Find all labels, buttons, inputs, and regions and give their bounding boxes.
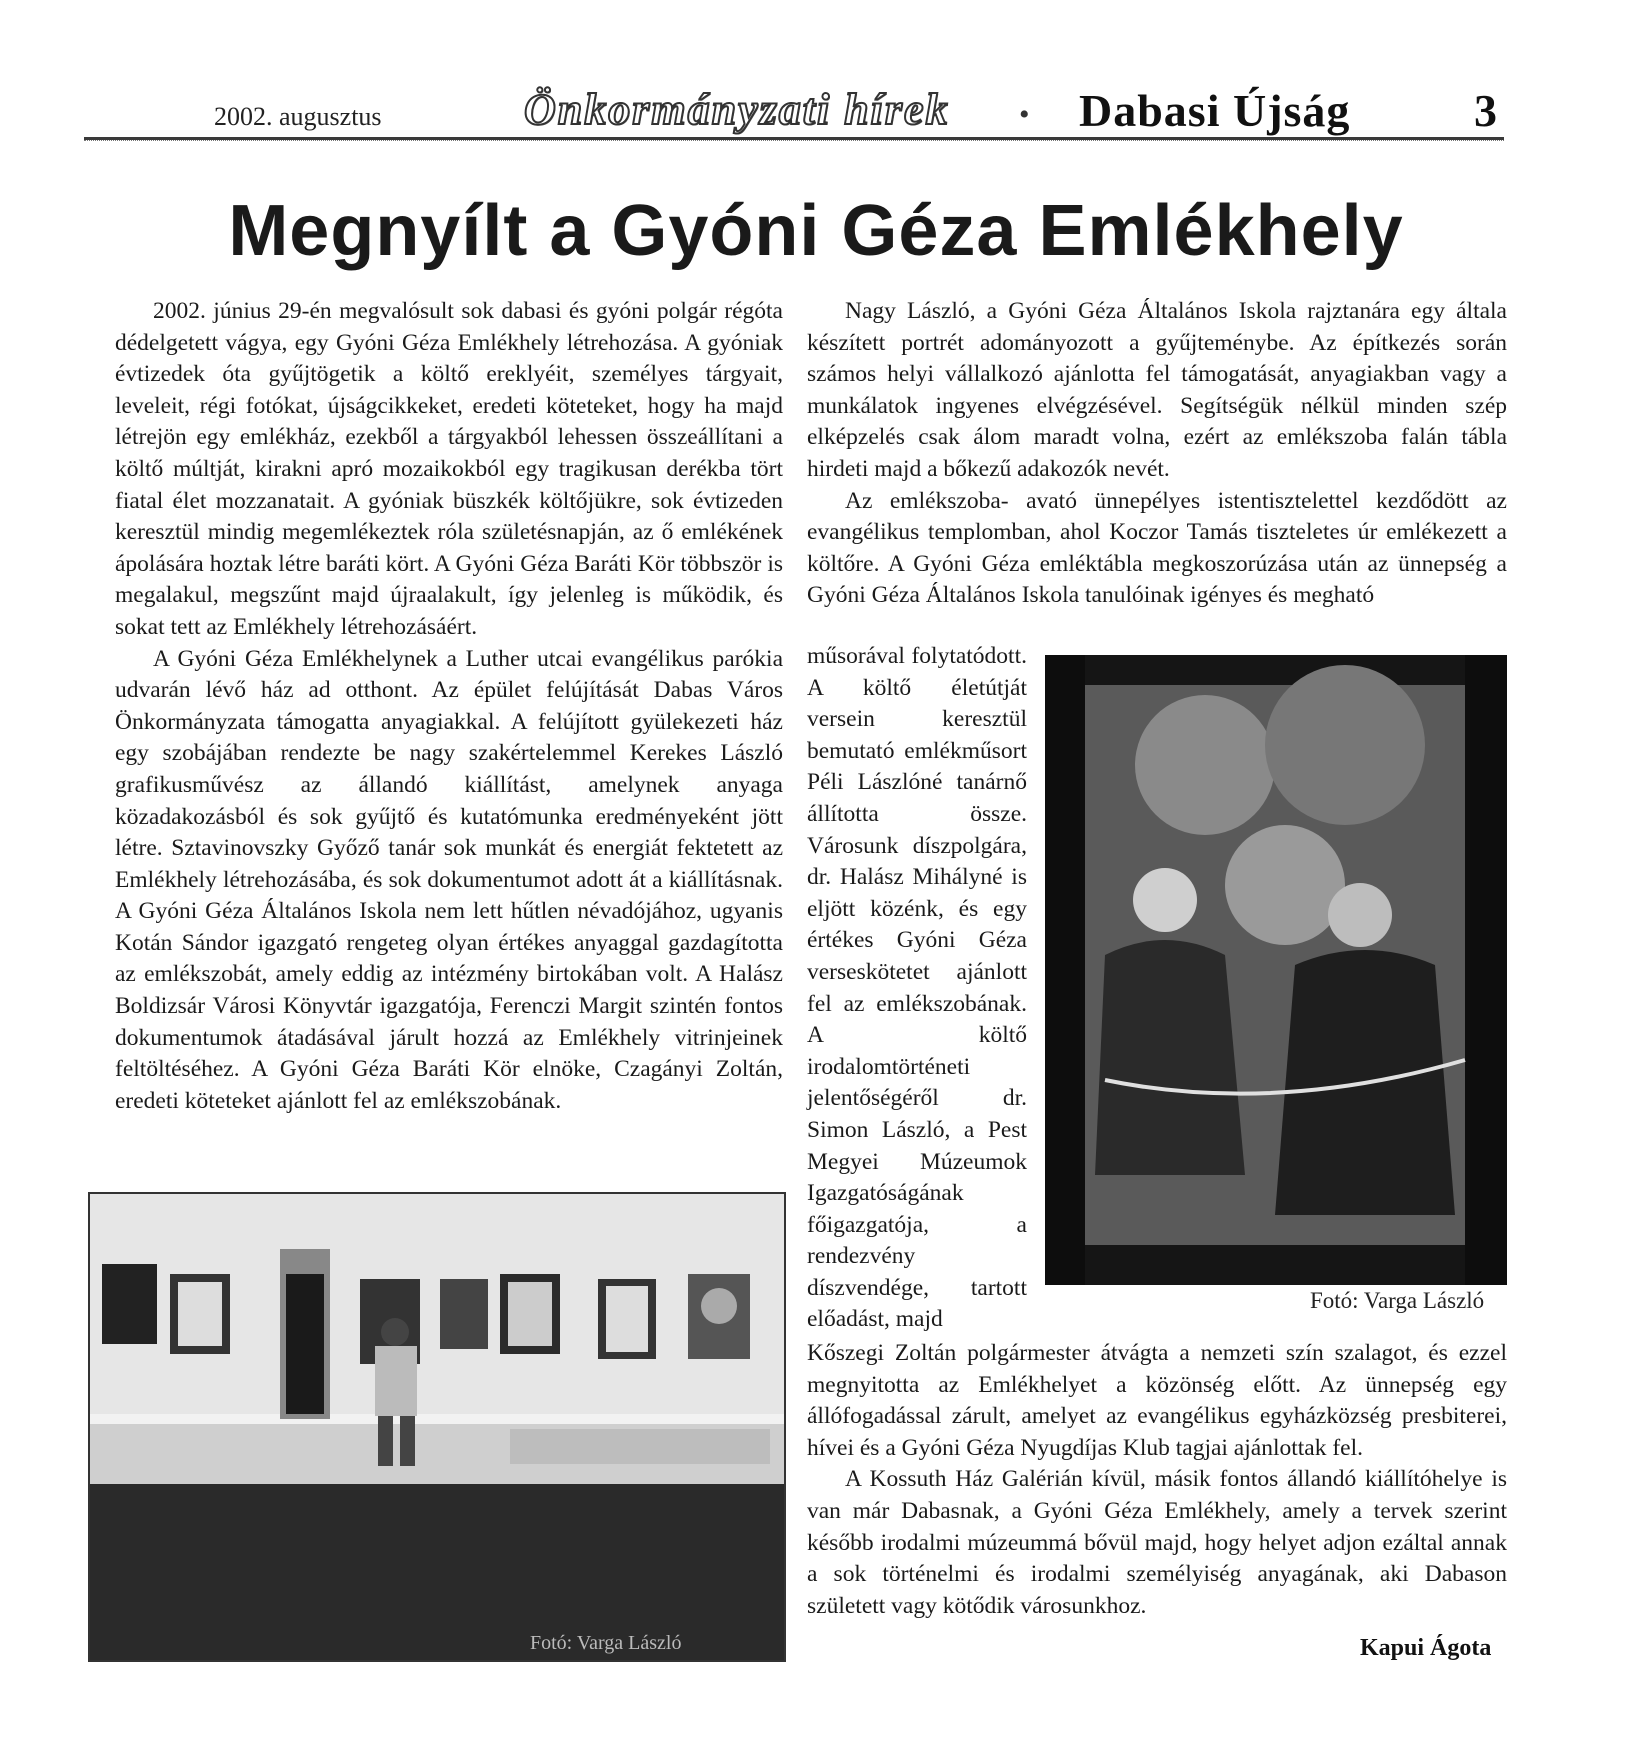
- paragraph: A Kossuth Ház Galérián kívül, másik fontos állandó kiállítóhelye is van már Dabasnak, a Gyóni Géza Emlékhely, amely a tervek szerint később irodalmi múzeummá bővül majd, hogy helyet adjon ezáltal annak a sok történelmi és irodalmi személyiség anyagának, aki Dabason született vagy kötődik városunkhoz.: [807, 1466, 1507, 1619]
- issue-date: 2002. augusztus: [214, 102, 382, 131]
- page-header: [84, 82, 1504, 138]
- article-title: Megnyílt a Gyóni Géza Emlékhely: [228, 191, 1404, 271]
- right-column-bottom: [807, 1338, 1507, 1622]
- narrow-column: [807, 641, 1027, 1336]
- exhibition-room-photo: [88, 1192, 786, 1662]
- author-signature: Kapui Ágota: [1360, 1635, 1492, 1661]
- paragraph: A Gyóni Géza Emlékhelynek a Luther utcai evangélikus parókia udvarán lévő ház ad otthont. Az épület felújítását Dabas Város Önkormányzata támogatta anyagiakkal. A felújított gyülekezeti ház egy szobájában rendezte be nagy szakértelemmel Kerekes László grafikusművész az állandó kiállítást, amelynek anyaga közadakozásból és sok gyűjtő és kutatómunka eredményeként jött létre. Sztavinovszky Győző tanár sok munkát és energiát fektetett az Emlékhely létrehozásába, és sok dokumentumot adott át a kiállításnak. A Gyóni Géza Általános Iskola nem lett hűtlen névadójához, ugyanis Kotán Sándor igazgató rengeteg olyan értékes anyaggal gazdagította az emlékszobát, amely eddig az intézmény birtokában volt. A Halász Boldizsár Városi Könyvtár igazgatója, Ferenczi Margit szintén fontos dokumentumok átadásával járult hozzá az Emlékhely vitrinjeinek feltöltéséhez. A Gyóni Géza Baráti Kör elnöke, Czagányi Zoltán, eredeti köteteket ajánlott fel az emlékszobának.: [115, 645, 783, 1114]
- paragraph: Kőszegi Zoltán polgármester átvágta a nemzeti szín szalagot, és ezzel megnyitotta az Emlékhelyet a közönség előtt. Az ünnepség egy állófogadással zárult, amelyet az evangélikus egyházközség presbiterei, hívei és a Gyóni Géza Nyugdíjas Klub tagjai ajánlottak fel.: [807, 1340, 1507, 1461]
- page-number: 3: [1474, 85, 1497, 136]
- paragraph: Az emlékszoba- avató ünnepélyes istentisztelettel kezdődött az evangélikus templomban, ahol Koczor Tamás tiszteletes úr emlékezett a költőre. A Gyóni Géza emléktábla megkoszorúzása után az ünnepség a Gyóni Géza Általános Iskola tanulóinak igényes és megható: [807, 487, 1507, 609]
- exhibition-room-image: [90, 1194, 784, 1660]
- header-rule: [84, 137, 1504, 141]
- right-photo-caption: Fotó: Varga László: [1310, 1288, 1485, 1313]
- ribbon-cutting-image: [1045, 655, 1507, 1285]
- left-column: [115, 296, 783, 1117]
- paragraph: műsorával folytatódott. A költő életútját versein keresztül bemutató emlékműsort Péli Lászlóné tanárnő állította össze. Városunk díszpolgára, dr. Halász Mihályné is eljött közénk, és egy értékes Gyóni Géza verseskötetet ajánlott fel az emlékszobának. A költő irodalomtörténeti jelentőségéről dr. Simon László, a Pest Megyei Múzeumok Igazgatóságának főigazgatója, a rendezvény díszvendége, tartott előadást, majd: [807, 643, 1027, 1333]
- header-bullet: •: [1019, 98, 1030, 131]
- section-title: Önkormányzati hírek: [524, 85, 950, 134]
- left-photo-caption: Fotó: Varga László: [530, 1632, 682, 1654]
- paragraph: Nagy László, a Gyóni Géza Általános Iskola rajztanára egy általa készített portrét adományozott a gyűjteménybe. Az építkezés során számos helyi vállalkozó ajánlotta fel támogatását, anyagiakban vagy a munkálatok ingyenes elvégzésével. Segítségük nélkül minden szép elképzelés csak álom maradt volna, ezért az emlékszoba falán tábla hirdeti majd a bőkezű adakozók nevét.: [807, 298, 1507, 482]
- newspaper-name: Dabasi Újság: [1079, 85, 1351, 136]
- right-column-top: [807, 296, 1507, 612]
- paragraph: 2002. június 29-én megvalósult sok dabasi és gyóni polgár régóta dédelgetett vágya, egy Gyóni Géza Emlékhely létrehozása. A gyóniak évtizedek óta gyűjtögetik a költő ereklyéit, személyes tárgyait, leveleit, régi fotókat, újságcikkeket, eredeti köteteket, hogy ha majd létrejön egy emlékház, ezekből a tárgyakból lehessen összeállítani a költő múltját, kirakni apró mozaikokból egy tragikusan derékba tört fiatal élet mozzanatait. A gyóniak büszkék költőjükre, sok évtizeden keresztül mindig megemlékeztek róla születésnapján, az ő emlékének ápolására hoztak létre baráti kört. A Gyóni Géza Baráti Kör többször is megalakul, megszűnt majd újraalakult, így jelenleg is működik, és sokat tett az Emlékhely létrehozásáért.: [115, 298, 783, 640]
- ribbon-cutting-photo: [1045, 655, 1507, 1285]
